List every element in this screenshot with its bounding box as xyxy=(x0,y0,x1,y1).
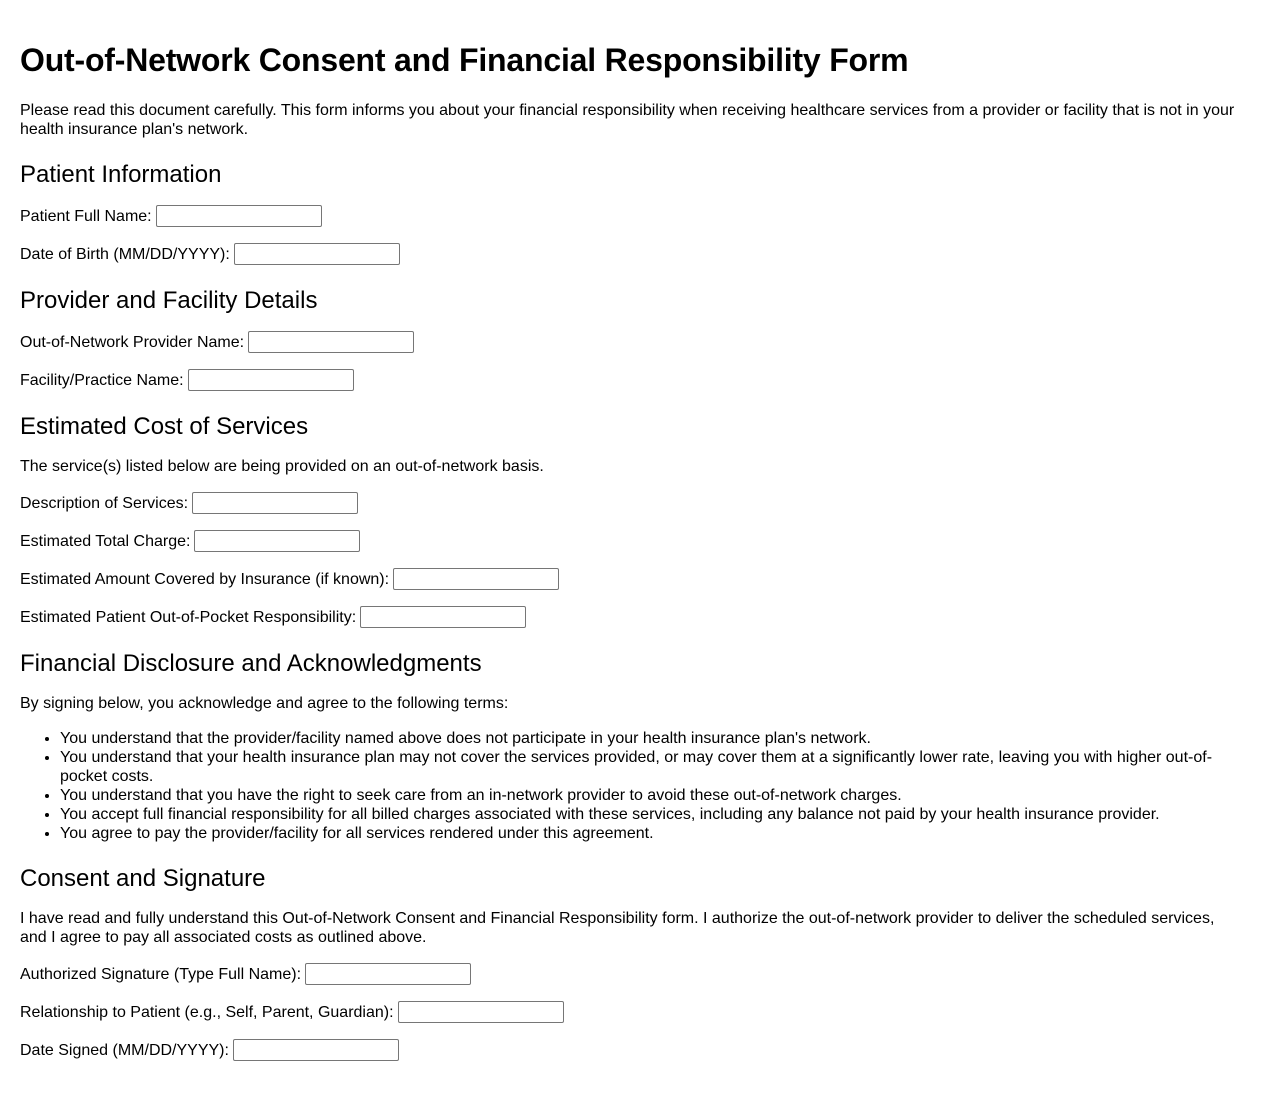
estimated-cost-heading: Estimated Cost of Services xyxy=(20,413,309,440)
provider-name-label: Out-of-Network Provider Name: xyxy=(20,333,245,351)
provider-name-input[interactable] xyxy=(248,331,414,353)
date-signed-row xyxy=(20,1039,1242,1061)
estimated-total-charge-row xyxy=(20,530,1242,552)
patient-full-name-input[interactable] xyxy=(156,205,322,227)
financial-disclosure-section xyxy=(20,650,1242,843)
consent-statement: I have read and fully understand this Out-of-Network Consent and Financial Responsibility form. I authorize the out-of-network provider to deliver the scheduled services, and I agree to pay all associated costs as outlined above. xyxy=(20,910,1215,946)
provider-name-row xyxy=(20,331,1242,353)
financial-disclosure-heading: Financial Disclosure and Acknowledgments xyxy=(20,650,482,677)
intro-paragraph: Please read this document carefully. This form informs you about your financial responsibility when receiving healthcare services from a provider or facility that is not in your health insurance plan's network. xyxy=(20,102,1235,138)
patient-information-heading: Patient Information xyxy=(20,161,222,188)
patient-full-name-row xyxy=(20,205,1242,227)
description-of-services-input[interactable] xyxy=(192,492,358,514)
relationship-to-patient-input[interactable] xyxy=(398,1001,564,1023)
acknowledgment-item: • You understand that you have the right to seek care from an in-network provider to avoid these out-of-network charges. xyxy=(60,786,1242,805)
estimated-cost-note: The service(s) listed below are being provided on an out-of-network basis. xyxy=(20,458,544,475)
out-of-pocket-row xyxy=(20,606,1242,628)
estimated-total-charge-label: Estimated Total Charge: xyxy=(20,532,191,550)
authorized-signature-input[interactable] xyxy=(305,963,471,985)
patient-full-name-label: Patient Full Name: xyxy=(20,207,152,225)
date-of-birth-row xyxy=(20,243,1242,265)
consent-signature-heading: Consent and Signature xyxy=(20,865,266,892)
acknowledgment-item: • You agree to pay the provider/facility for all services rendered under this agreement. xyxy=(60,824,1242,843)
authorized-signature-label: Authorized Signature (Type Full Name): xyxy=(20,965,302,983)
date-signed-label: Date Signed (MM/DD/YYYY): xyxy=(20,1041,229,1059)
facility-name-input[interactable] xyxy=(188,369,354,391)
estimated-total-charge-input[interactable] xyxy=(194,530,360,552)
relationship-to-patient-row xyxy=(20,1001,1242,1023)
consent-signature-section xyxy=(20,865,1242,1061)
page-title: Out-of-Network Consent and Financial Responsibility Form xyxy=(20,42,909,78)
out-of-pocket-label: Estimated Patient Out-of-Pocket Responsibility: xyxy=(20,608,357,626)
facility-name-label: Facility/Practice Name: xyxy=(20,371,184,389)
out-of-pocket-input[interactable] xyxy=(360,606,526,628)
relationship-to-patient-label: Relationship to Patient (e.g., Self, Parent, Guardian): xyxy=(20,1003,394,1021)
financial-disclosure-intro: By signing below, you acknowledge and agree to the following terms: xyxy=(20,695,509,712)
acknowledgment-list xyxy=(20,729,1242,843)
estimated-cost-section xyxy=(20,413,1242,628)
acknowledgment-item: • You accept full financial responsibility for all billed charges associated with these services, including any balance not paid by your health insurance provider. xyxy=(60,805,1242,824)
acknowledgment-item: • You understand that your health insurance plan may not cover the services provided, or may cover them at a significantly lower rate, leaving you with higher out-of-pocket costs. xyxy=(60,748,1242,786)
description-of-services-label: Description of Services: xyxy=(20,494,189,512)
date-of-birth-input[interactable] xyxy=(234,243,400,265)
facility-name-row xyxy=(20,369,1242,391)
date-of-birth-label: Date of Birth (MM/DD/YYYY): xyxy=(20,245,230,263)
insurance-covered-row xyxy=(20,568,1242,590)
patient-information-section xyxy=(20,161,1242,265)
insurance-covered-input[interactable] xyxy=(393,568,559,590)
description-of-services-row xyxy=(20,492,1242,514)
provider-facility-heading: Provider and Facility Details xyxy=(20,287,318,314)
authorized-signature-row xyxy=(20,963,1242,985)
insurance-covered-label: Estimated Amount Covered by Insurance (if known): xyxy=(20,570,390,588)
acknowledgment-item: • You understand that the provider/facility named above does not participate in your health insurance plan's network. xyxy=(60,729,1242,748)
provider-facility-section xyxy=(20,287,1242,391)
date-signed-input[interactable] xyxy=(233,1039,399,1061)
